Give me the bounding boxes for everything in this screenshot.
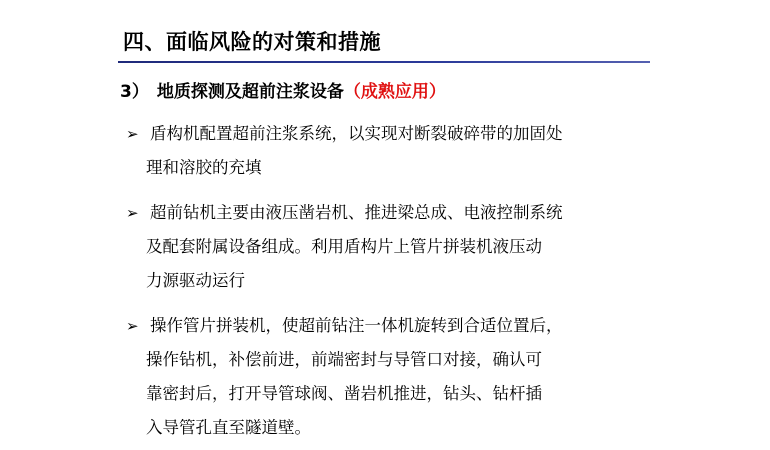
bullet-line: 入导管孔直至隧道壁。 <box>146 418 311 437</box>
title-underline <box>118 61 650 63</box>
subtitle-number: 3） <box>120 82 149 102</box>
bullet-arrow-icon: ➢ <box>126 317 139 335</box>
bullet-line: 靠密封后，打开导管球阀、凿岩机推进，钻头、钻杆插 <box>146 384 542 403</box>
bullet-arrow-icon: ➢ <box>126 125 139 143</box>
bullet-line: 超前钻机主要由液压凿岩机、推进梁总成、电液控制系统 <box>150 203 563 222</box>
bullet-line: 操作管片拼装机，使超前钻注一体机旋转到合适位置后， <box>150 316 563 335</box>
bullet-item <box>126 196 646 298</box>
bullet-item <box>126 309 646 445</box>
bullet-line: 操作钻机，补偿前进，前端密封与导管口对接，确认可 <box>146 350 542 369</box>
subtitle-highlight: （成熟应用） <box>343 82 446 102</box>
bullet-line: 及配套附属设备组成。利用盾构片上管片拼装机液压动 <box>146 237 542 256</box>
slide-title: 四、面临风险的对策和措施 <box>123 30 381 54</box>
bullet-text <box>146 309 646 445</box>
bullet-line: 理和溶胶的充填 <box>146 158 262 177</box>
subtitle-text: 地质探测及超前注浆设备 <box>156 82 344 102</box>
bullet-text <box>146 196 646 298</box>
bullet-line: 力源驱动运行 <box>146 271 245 290</box>
bullet-line: 盾构机配置超前注浆系统，以实现对断裂破碎带的加固处 <box>150 124 563 143</box>
section-subtitle <box>120 77 446 102</box>
bullet-text <box>146 117 646 185</box>
bullet-arrow-icon: ➢ <box>126 204 139 222</box>
bullet-item <box>126 117 646 185</box>
